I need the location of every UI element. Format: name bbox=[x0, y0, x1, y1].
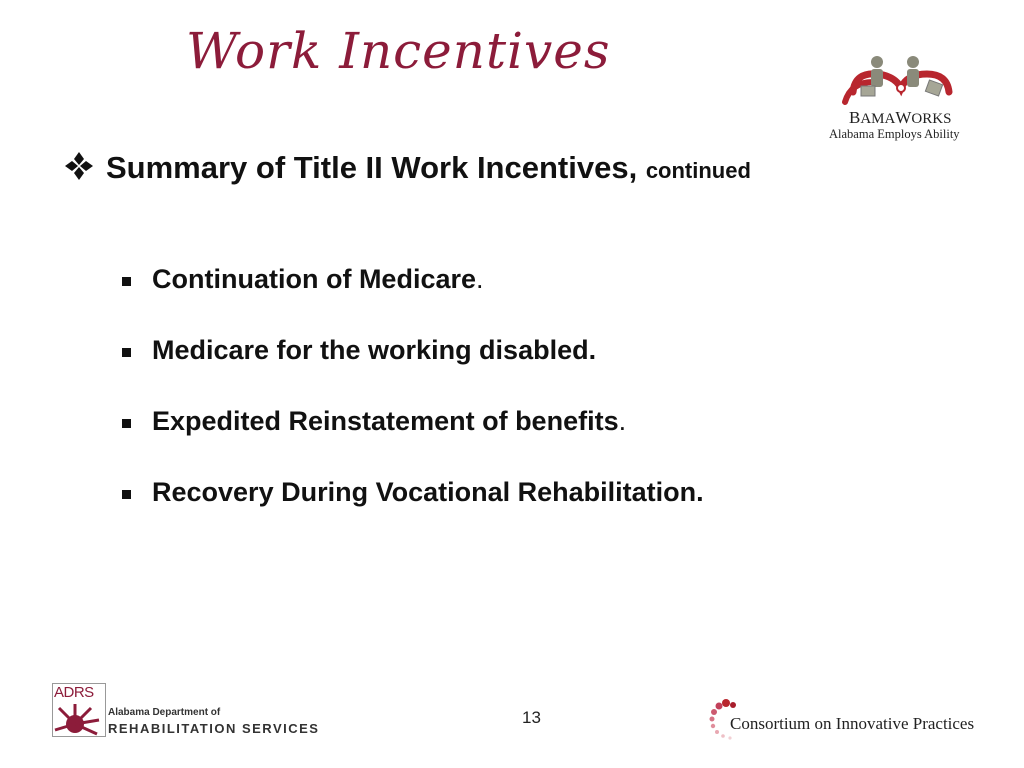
bamaworks-name-w: W bbox=[895, 108, 912, 127]
bullet-text: Expedited Reinstatement of benefits bbox=[152, 406, 619, 436]
adrs-line1: Alabama Department of bbox=[108, 707, 221, 718]
four-diamond-icon bbox=[64, 151, 96, 189]
bullet-punct: . bbox=[618, 406, 627, 436]
bamaworks-name-ama: AMA bbox=[860, 111, 896, 127]
section-heading bbox=[64, 150, 751, 189]
bamaworks-logo bbox=[815, 52, 985, 148]
bullet-text: Medicare for the working disabled. bbox=[152, 335, 597, 365]
adrs-logo bbox=[52, 683, 320, 739]
list-item bbox=[120, 264, 704, 335]
bamaworks-name-orks: ORKS bbox=[911, 111, 952, 127]
bamaworks-tagline: Alabama Employs Ability bbox=[829, 127, 960, 141]
heading-suffix-text: continued bbox=[645, 158, 751, 183]
bullet-text: Continuation of Medicare bbox=[152, 264, 476, 294]
adrs-letters: ADRS bbox=[54, 684, 94, 701]
list-item bbox=[120, 335, 704, 406]
square-bullet-icon bbox=[122, 348, 131, 357]
bamaworks-name bbox=[849, 108, 951, 128]
heading-main-text: Summary of Title II Work Incentives, bbox=[106, 150, 638, 185]
adrs-sun-icon bbox=[53, 684, 105, 736]
cip-text: Consortium on Innovative Practices bbox=[730, 714, 975, 733]
bullet-list bbox=[120, 264, 704, 548]
adrs-emblem bbox=[52, 683, 106, 737]
bullet-text: Recovery During Vocational Rehabilitation. bbox=[152, 477, 704, 507]
adrs-line2: REHABILITATION SERVICES bbox=[108, 721, 320, 736]
page-number: 13 bbox=[522, 708, 541, 727]
cip-logo bbox=[708, 698, 978, 746]
list-item bbox=[120, 406, 704, 477]
bamaworks-figures-icon bbox=[815, 52, 985, 108]
bamaworks-name-b: B bbox=[849, 108, 861, 127]
slide-title: Work Incentives bbox=[186, 22, 611, 80]
bullet-punct: . bbox=[476, 264, 484, 294]
square-bullet-icon bbox=[122, 490, 131, 499]
list-item bbox=[120, 477, 704, 548]
square-bullet-icon bbox=[122, 277, 131, 286]
square-bullet-icon bbox=[122, 419, 131, 428]
